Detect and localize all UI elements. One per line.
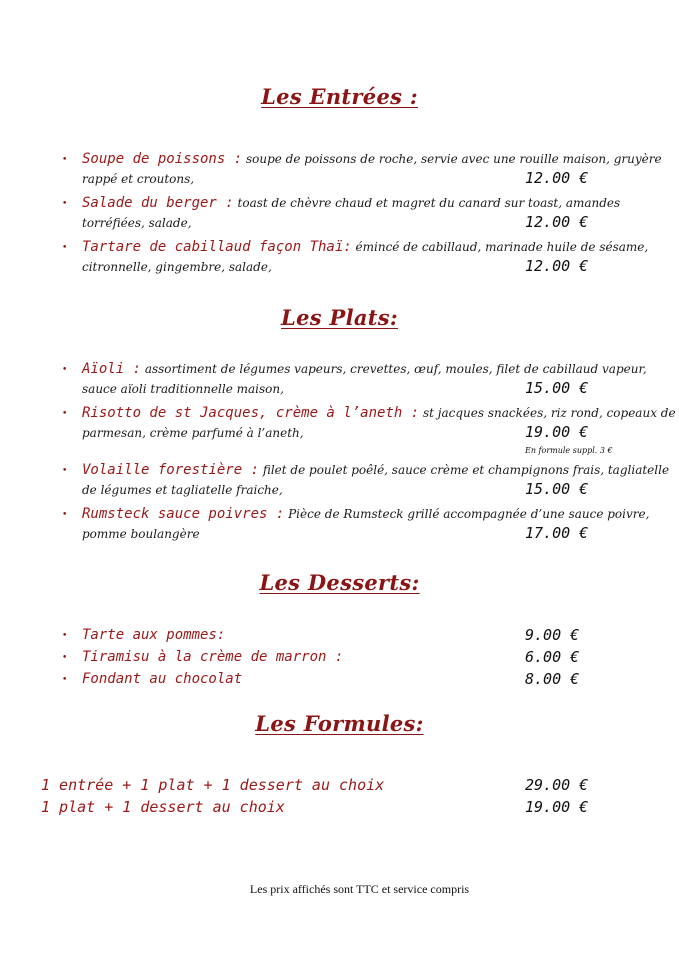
item-name: Salade du berger : bbox=[82, 195, 234, 211]
price-disclaimer-footer: Les prix affichés sont TTC et service compris bbox=[249, 882, 470, 896]
section-heading-desserts: Les Desserts: bbox=[259, 570, 420, 595]
item-price: 9.00 € bbox=[525, 626, 580, 644]
bullet-icon: • bbox=[62, 653, 68, 663]
bullet-icon: • bbox=[62, 631, 68, 641]
formule-label: 1 plat + 1 dessert au choix bbox=[41, 798, 285, 816]
item-line-1 bbox=[82, 462, 669, 478]
item-name: Aïoli : bbox=[82, 361, 142, 377]
item-name: Soupe de poissons : bbox=[82, 151, 243, 167]
item-line-1 bbox=[82, 405, 676, 421]
item-description: st jacques snackées, riz rond, copeaux de bbox=[419, 406, 676, 420]
item-description-cont: citronnelle, gingembre, salade, bbox=[82, 260, 272, 274]
item-description-cont: parmesan, crème parfumé à l’aneth, bbox=[82, 426, 304, 440]
item-name: Tiramisu à la crème de marron : bbox=[82, 649, 344, 665]
formule-price: 19.00 € bbox=[525, 798, 589, 816]
item-name: Tartare de cabillaud façon Thaï: bbox=[82, 239, 352, 255]
item-line-1 bbox=[82, 195, 620, 211]
bullet-icon: • bbox=[62, 675, 68, 685]
item-description-cont: sauce aïoli traditionnelle maison, bbox=[82, 382, 284, 396]
item-price: 19.00 € bbox=[525, 423, 589, 441]
item-name: Tarte aux pommes: bbox=[82, 627, 226, 643]
item-line-1 bbox=[82, 627, 225, 643]
item-line-1 bbox=[82, 506, 649, 522]
bullet-icon: • bbox=[62, 199, 68, 209]
item-description-cont: torréfiées, salade, bbox=[82, 216, 192, 230]
bullet-icon: • bbox=[62, 409, 68, 419]
item-price: 12.00 € bbox=[525, 169, 589, 187]
bullet-icon: • bbox=[62, 155, 68, 165]
item-name: Fondant au chocolat bbox=[82, 671, 243, 687]
item-line-1 bbox=[82, 239, 648, 255]
item-line-1 bbox=[82, 151, 662, 167]
item-description: toast de chèvre chaud et magret du canard sur toast, amandes bbox=[233, 196, 621, 210]
item-line-1 bbox=[82, 361, 647, 377]
item-description: soupe de poissons de roche, servie avec une rouille maison, gruyère bbox=[242, 152, 662, 166]
item-description-cont: de légumes et tagliatelle fraiche, bbox=[82, 483, 283, 497]
section-heading-entrees: Les Entrées : bbox=[261, 84, 418, 109]
item-description: Pièce de Rumsteck grillé accompagnée d’une sauce poivre, bbox=[284, 507, 650, 521]
bullet-icon: • bbox=[62, 243, 68, 253]
item-description-cont: rappé et croutons, bbox=[82, 172, 195, 186]
item-name: Risotto de st Jacques, crème à l’aneth : bbox=[82, 405, 420, 421]
item-price: 12.00 € bbox=[525, 257, 589, 275]
item-name: Volaille forestière : bbox=[82, 462, 260, 478]
item-price: 12.00 € bbox=[525, 213, 589, 231]
item-description: émincé de cabillaud, marinade huile de sésame, bbox=[351, 240, 649, 254]
item-line-1 bbox=[82, 649, 343, 665]
item-price: 17.00 € bbox=[525, 524, 589, 542]
item-line-1 bbox=[82, 671, 242, 687]
item-description-cont: pomme boulangère bbox=[82, 527, 200, 541]
formula-supplement-note: En formule suppl. 3 € bbox=[525, 446, 613, 455]
section-heading-plats: Les Plats: bbox=[281, 305, 398, 330]
item-price: 15.00 € bbox=[525, 480, 589, 498]
formule-label: 1 entrée + 1 plat + 1 dessert au choix bbox=[41, 776, 385, 794]
item-name: Rumsteck sauce poivres : bbox=[82, 506, 285, 522]
formule-price: 29.00 € bbox=[525, 776, 589, 794]
item-price: 15.00 € bbox=[525, 379, 589, 397]
bullet-icon: • bbox=[62, 510, 68, 520]
bullet-icon: • bbox=[62, 365, 68, 375]
item-price: 6.00 € bbox=[525, 648, 580, 666]
item-description: assortiment de légumes vapeurs, crevettes, œuf, moules, filet de cabillaud vapeur, bbox=[141, 362, 647, 376]
section-heading-formules: Les Formules: bbox=[255, 711, 424, 736]
bullet-icon: • bbox=[62, 466, 68, 476]
item-description: filet de poulet poêlé, sauce crème et champignons frais, tagliatelle bbox=[259, 463, 670, 477]
item-price: 8.00 € bbox=[525, 670, 580, 688]
